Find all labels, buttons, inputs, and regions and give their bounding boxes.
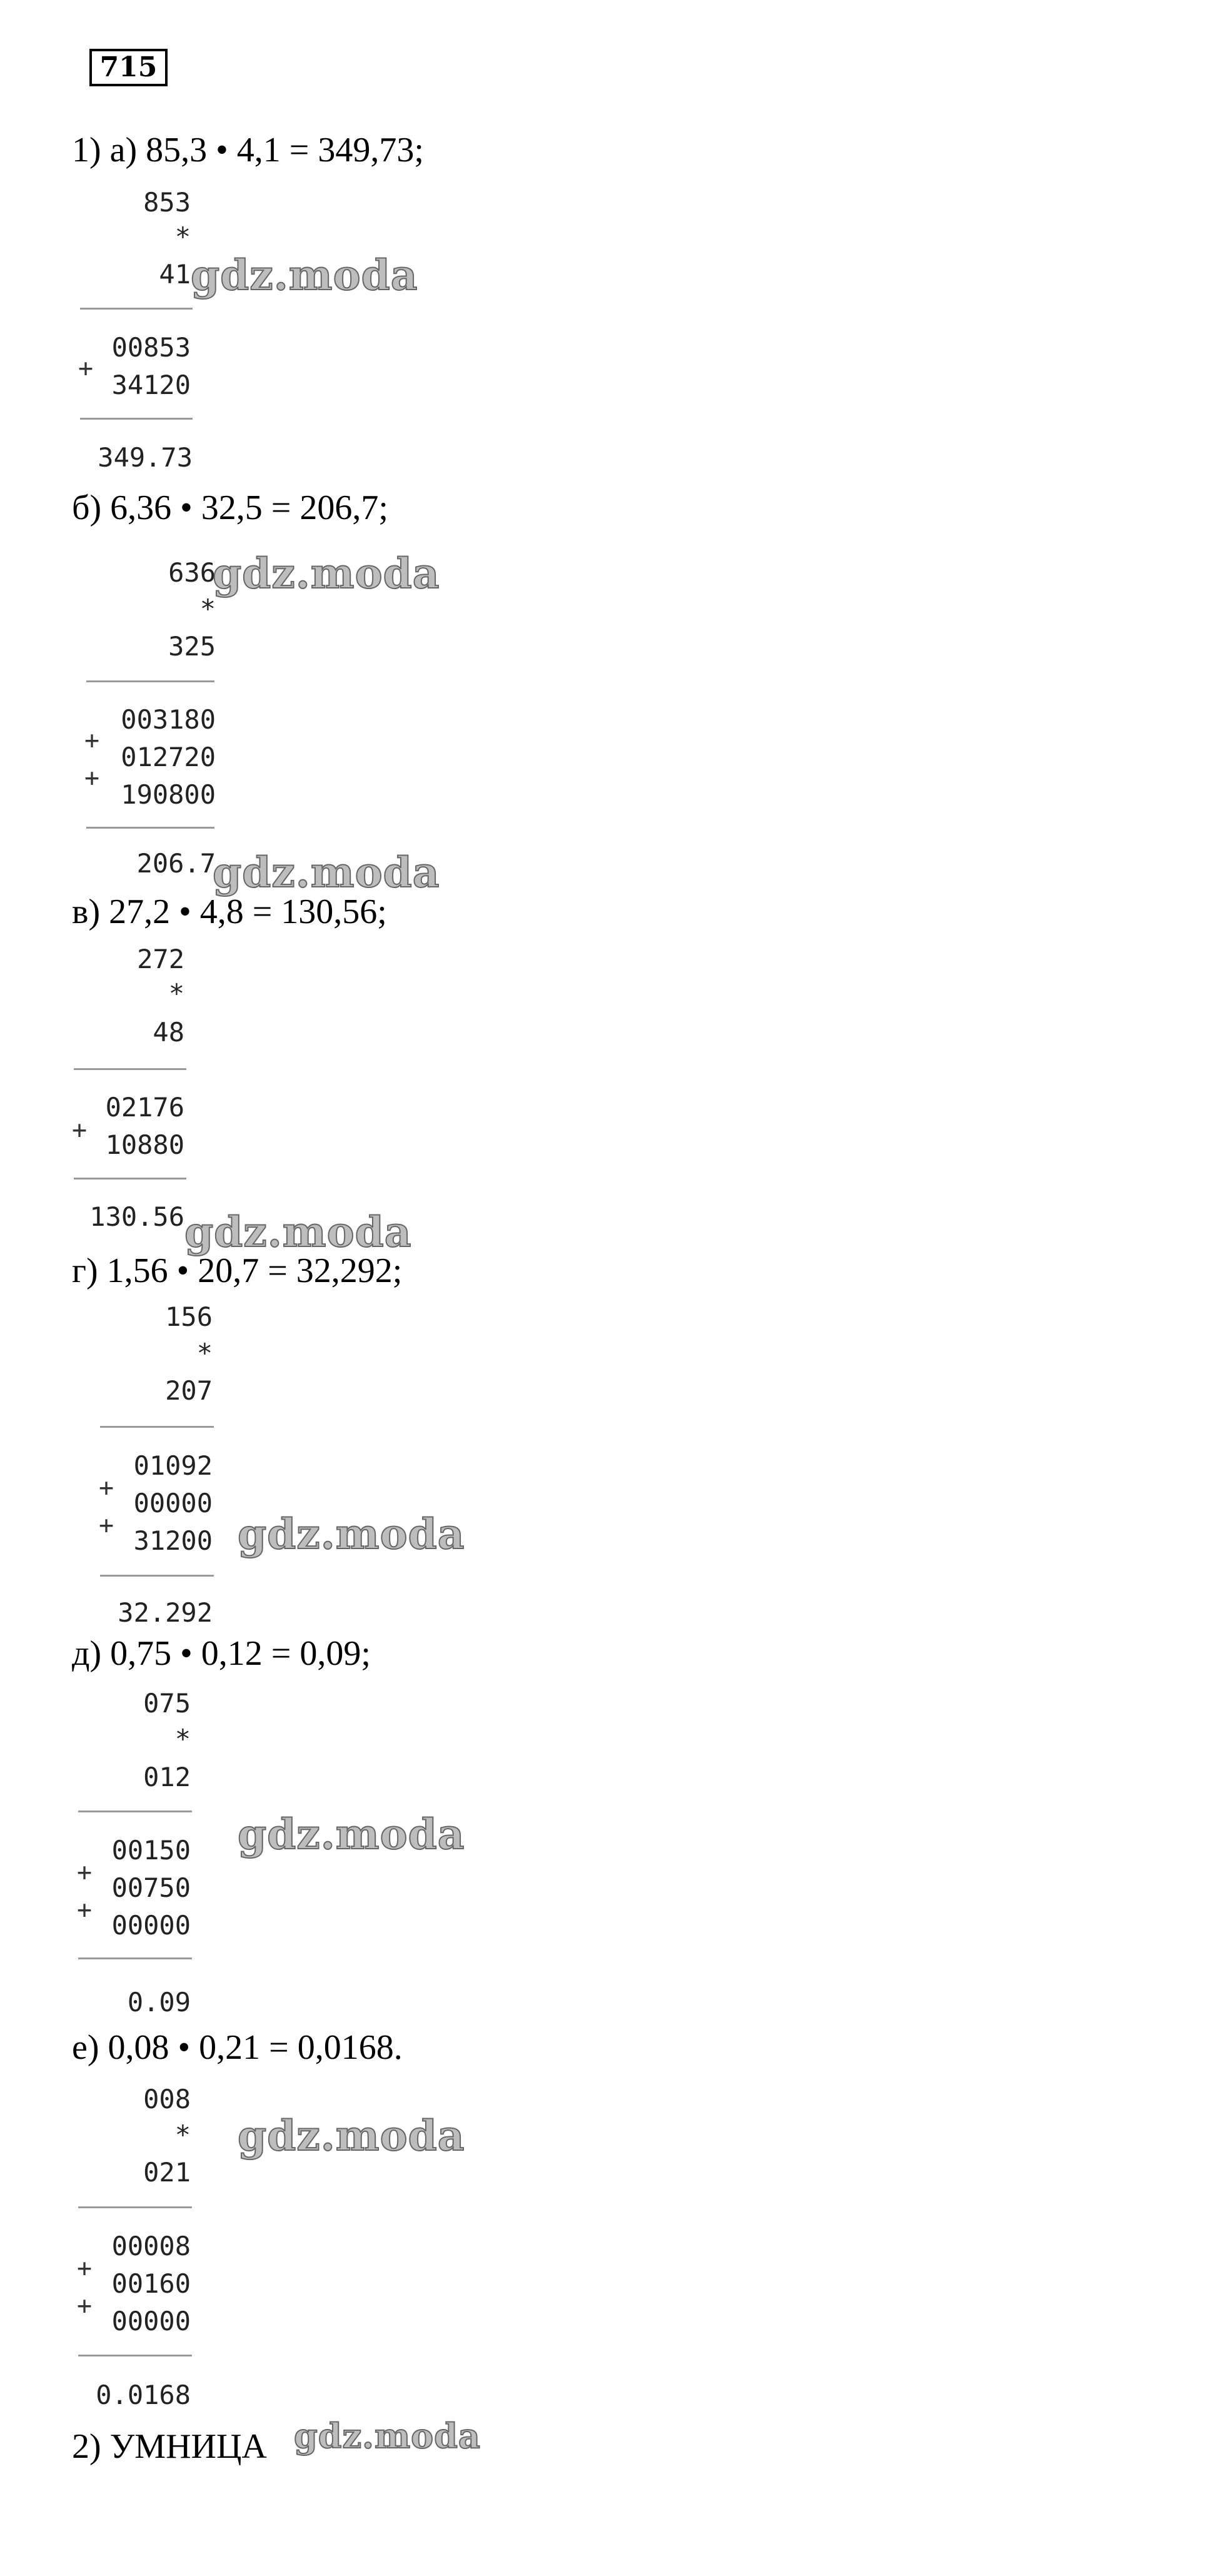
divider-line: [86, 827, 214, 829]
partial-product: 00853: [111, 332, 191, 363]
product-result: 32.292: [118, 1597, 213, 1628]
partial-product: 10880: [105, 1129, 184, 1160]
product-result: 206.7: [136, 848, 216, 879]
divider-line: [86, 680, 214, 682]
plus-sign: +: [99, 1511, 114, 1540]
plus-sign: +: [99, 1473, 114, 1502]
partial-product: 00000: [111, 1910, 191, 1941]
product-result: 0.0168: [96, 2380, 191, 2410]
divider-line: [78, 2355, 192, 2356]
watermark: gdz.moda: [191, 251, 418, 300]
plus-sign: +: [78, 354, 94, 383]
plus-sign: +: [77, 2254, 93, 2283]
watermark: gdz.moda: [294, 2416, 481, 2456]
plus-sign: +: [84, 726, 100, 755]
partial-product: 003180: [121, 704, 216, 735]
multiplier: 325: [168, 631, 216, 662]
equation-d: д) 0,75 • 0,12 = 0,09;: [72, 1634, 371, 1673]
equation-v: в) 27,2 • 4,8 = 130,56;: [72, 892, 387, 931]
multiplier: 48: [153, 1017, 184, 1048]
plus-sign: +: [77, 1896, 93, 1924]
multiply-sign: *: [196, 1338, 213, 1368]
partial-product: 00000: [133, 1488, 213, 1518]
partial-product: 012720: [121, 742, 216, 772]
multiplicand: 272: [137, 944, 184, 974]
equation-1a: 1) а) 85,3 • 4,1 = 349,73;: [72, 131, 424, 169]
watermark: gdz.moda: [238, 1510, 465, 1558]
divider-line: [78, 2206, 192, 2208]
watermark: gdz.moda: [238, 1810, 465, 1859]
multiplicand: 853: [143, 187, 191, 218]
partial-product: 31200: [133, 1525, 213, 1556]
multiplier: 012: [143, 1762, 191, 1792]
task-number: 715: [89, 49, 168, 86]
plus-sign: +: [72, 1116, 88, 1144]
final-answer: 2) УМНИЦА: [72, 2427, 267, 2466]
multiply-sign: *: [174, 2119, 191, 2150]
multiplier: 021: [143, 2157, 191, 2188]
partial-product: 190800: [121, 779, 216, 810]
partial-product: 00008: [111, 2231, 191, 2261]
product-result: 0.09: [127, 1987, 191, 2018]
watermark: gdz.moda: [238, 2111, 465, 2160]
divider-line: [74, 1178, 186, 1179]
multiplier: 207: [165, 1375, 213, 1406]
divider-line: [100, 1575, 214, 1577]
divider-line: [80, 308, 193, 310]
partial-product: 01092: [133, 1450, 213, 1481]
watermark: gdz.moda: [213, 549, 440, 598]
multiplicand: 156: [165, 1301, 213, 1332]
multiply-sign: *: [199, 593, 216, 624]
multiplicand: 075: [143, 1688, 191, 1719]
partial-product: 02176: [105, 1092, 184, 1123]
multiply-sign: *: [174, 1724, 191, 1754]
multiplicand: 636: [168, 557, 216, 588]
divider-line: [78, 1957, 192, 1959]
divider-line: [78, 1811, 192, 1812]
equation-g: г) 1,56 • 20,7 = 32,292;: [72, 1251, 403, 1290]
divider-line: [100, 1426, 214, 1428]
equation-b: б) 6,36 • 32,5 = 206,7;: [72, 488, 388, 527]
partial-product: 00160: [111, 2268, 191, 2299]
multiply-sign: *: [168, 978, 184, 1009]
partial-product: 00750: [111, 1872, 191, 1903]
multiplier: 41: [159, 259, 191, 290]
product-result: 349.73: [98, 442, 193, 473]
plus-sign: +: [77, 2291, 93, 2320]
product-result: 130.56: [89, 1201, 184, 1232]
divider-line: [74, 1068, 186, 1070]
watermark: gdz.moda: [184, 1208, 412, 1256]
partial-product: 00000: [111, 2306, 191, 2336]
partial-product: 34120: [111, 370, 191, 400]
equation-e: е) 0,08 • 0,21 = 0,0168.: [72, 2028, 403, 2067]
watermark: gdz.moda: [213, 848, 440, 897]
partial-product: 00150: [111, 1835, 191, 1866]
multiplicand: 008: [143, 2084, 191, 2114]
plus-sign: +: [84, 764, 100, 792]
plus-sign: +: [77, 1858, 93, 1887]
divider-line: [80, 418, 193, 420]
multiply-sign: *: [174, 221, 191, 252]
